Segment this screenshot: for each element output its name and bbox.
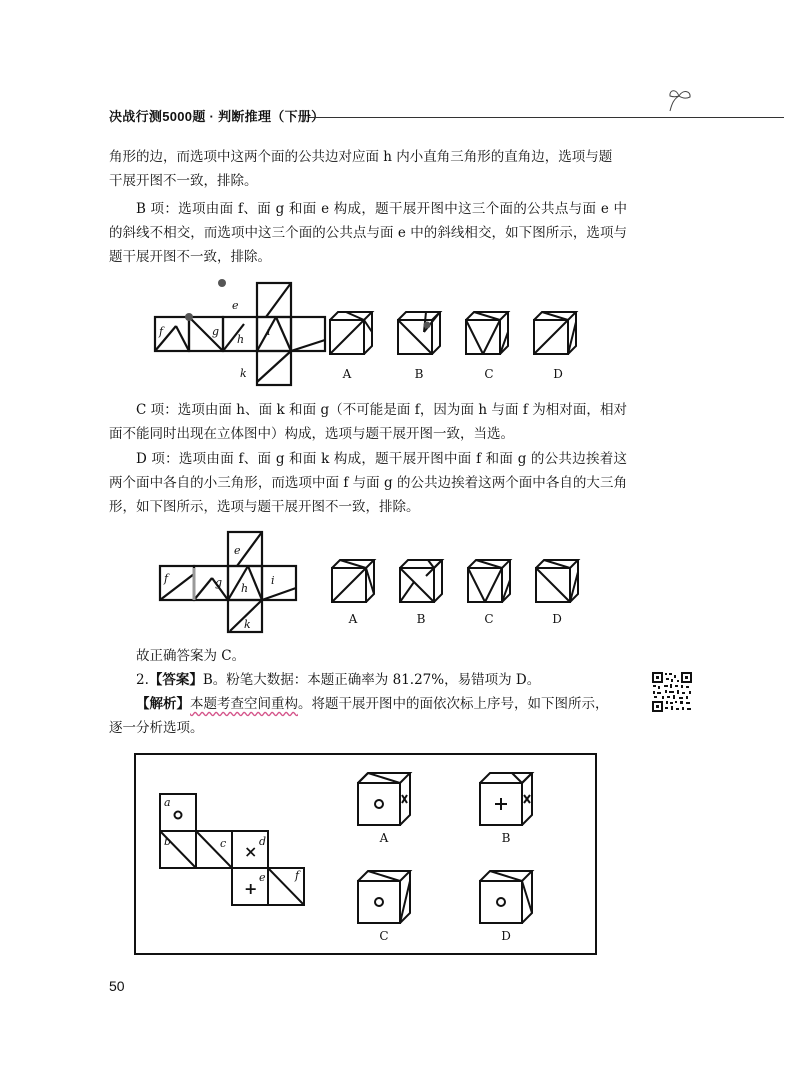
face-label-c: c: [220, 837, 227, 850]
figure-3: [134, 753, 598, 956]
figure-1-cubes: [330, 312, 576, 354]
face-label-f: f: [159, 325, 164, 338]
face-label-g: g: [215, 576, 223, 589]
question-number: 2.: [136, 672, 149, 688]
option-label-c: C: [379, 929, 389, 943]
question-2-answer: [109, 668, 627, 692]
figure-3-cubes: [358, 773, 532, 923]
answer-text: B。粉笔大数据：本题正确率为 81.27%，易错项为 D。: [202, 672, 541, 688]
marker-dot: [185, 313, 193, 321]
figure-2-net: [160, 532, 296, 632]
face-label-a: a: [164, 796, 171, 809]
option-label-a: A: [342, 367, 352, 381]
analysis-highlight: 本题考查空间重构: [190, 696, 298, 712]
face-label-d: d: [259, 835, 267, 848]
cross-mark-icon: ×: [244, 842, 258, 861]
header-rule: [309, 117, 784, 118]
paragraph-option-b: B 项：选项由面 f、面 g 和面 e 构成，题干展开图中这三个面的公共点与面 e 中的斜线不相交，而选项中这三个面的公共点与面 e 中的斜线相交，如下图所示，选项与题干展开图不一致，排除。: [109, 201, 627, 265]
question-2-analysis-line-2: 逐一分析选项。: [109, 720, 204, 736]
face-label-e: e: [232, 299, 239, 312]
marker-dot: [424, 322, 431, 329]
paragraph-option-d: D 项：选项由面 f、面 g 和面 k 构成，题干展开图中面 f 和面 g 的公共边挨着这两个面中各自的小三角形，而选项中面 f 与面 g 的公共边挨着这两个面中各自的大三角形，如下图所示，选项与题干展开图不一致，排除。: [109, 451, 627, 515]
face-label-h: h: [241, 582, 249, 595]
plus-mark-icon: +: [244, 879, 258, 898]
face-label-k: k: [244, 618, 251, 631]
face-label-f: f: [164, 572, 169, 585]
face-label-g: g: [212, 325, 220, 338]
option-label-d: D: [552, 612, 562, 626]
book-title: 决战行测5000题 · 判断推理（下册）: [109, 109, 325, 124]
option-label-b: B: [501, 831, 511, 845]
marker-dot: [218, 279, 226, 287]
paragraph-1-line-2: 干展开图不一致，排除。: [109, 173, 258, 189]
qr-code-icon[interactable]: [651, 671, 693, 713]
face-label-i: i: [271, 574, 275, 587]
option-label-d: D: [553, 367, 563, 381]
option-label-a: A: [379, 831, 389, 845]
analysis-tag: 【解析】: [136, 696, 190, 711]
option-label-b: B: [416, 612, 426, 626]
face-label-h: h: [237, 333, 245, 346]
option-label-a: A: [348, 612, 358, 626]
face-label-e: e: [259, 871, 266, 884]
option-label-d: D: [501, 929, 511, 943]
option-label-b: B: [414, 367, 424, 381]
question-2-analysis: [109, 692, 627, 716]
face-label-f: f: [295, 869, 300, 882]
paragraph-conclusion: 故正确答案为 C。: [136, 648, 246, 664]
answer-tag: 【答案】: [148, 672, 203, 687]
page-number: 50: [109, 978, 125, 994]
analysis-text: 。将题干展开图中的面依次标上序号，如下图所示，: [298, 696, 609, 712]
face-label-k: k: [240, 367, 247, 380]
face-label-b: b: [164, 835, 172, 848]
figure-1: [140, 276, 600, 388]
sprout-icon: [666, 85, 694, 111]
figure-2-cubes: [332, 560, 578, 602]
option-label-c: C: [484, 367, 494, 381]
face-label-i: i: [267, 325, 271, 338]
page-header: [109, 102, 689, 126]
paragraph-1-line-1: 角形的边，而选项中这两个面的公共边对应面 h 内小直角三角形的直角边，选项与题: [109, 149, 613, 165]
paragraph-option-c: C 项：选项由面 h、面 k 和面 g（不可能是面 f，因为面 h 与面 f 为相对面，相对面不能同时出现在立体图中）构成，选项与题干展开图一致，当选。: [109, 402, 627, 442]
option-label-c: C: [484, 612, 494, 626]
figure-2: [145, 530, 605, 635]
face-label-e: e: [234, 544, 241, 557]
figure-3-net: [160, 794, 304, 905]
